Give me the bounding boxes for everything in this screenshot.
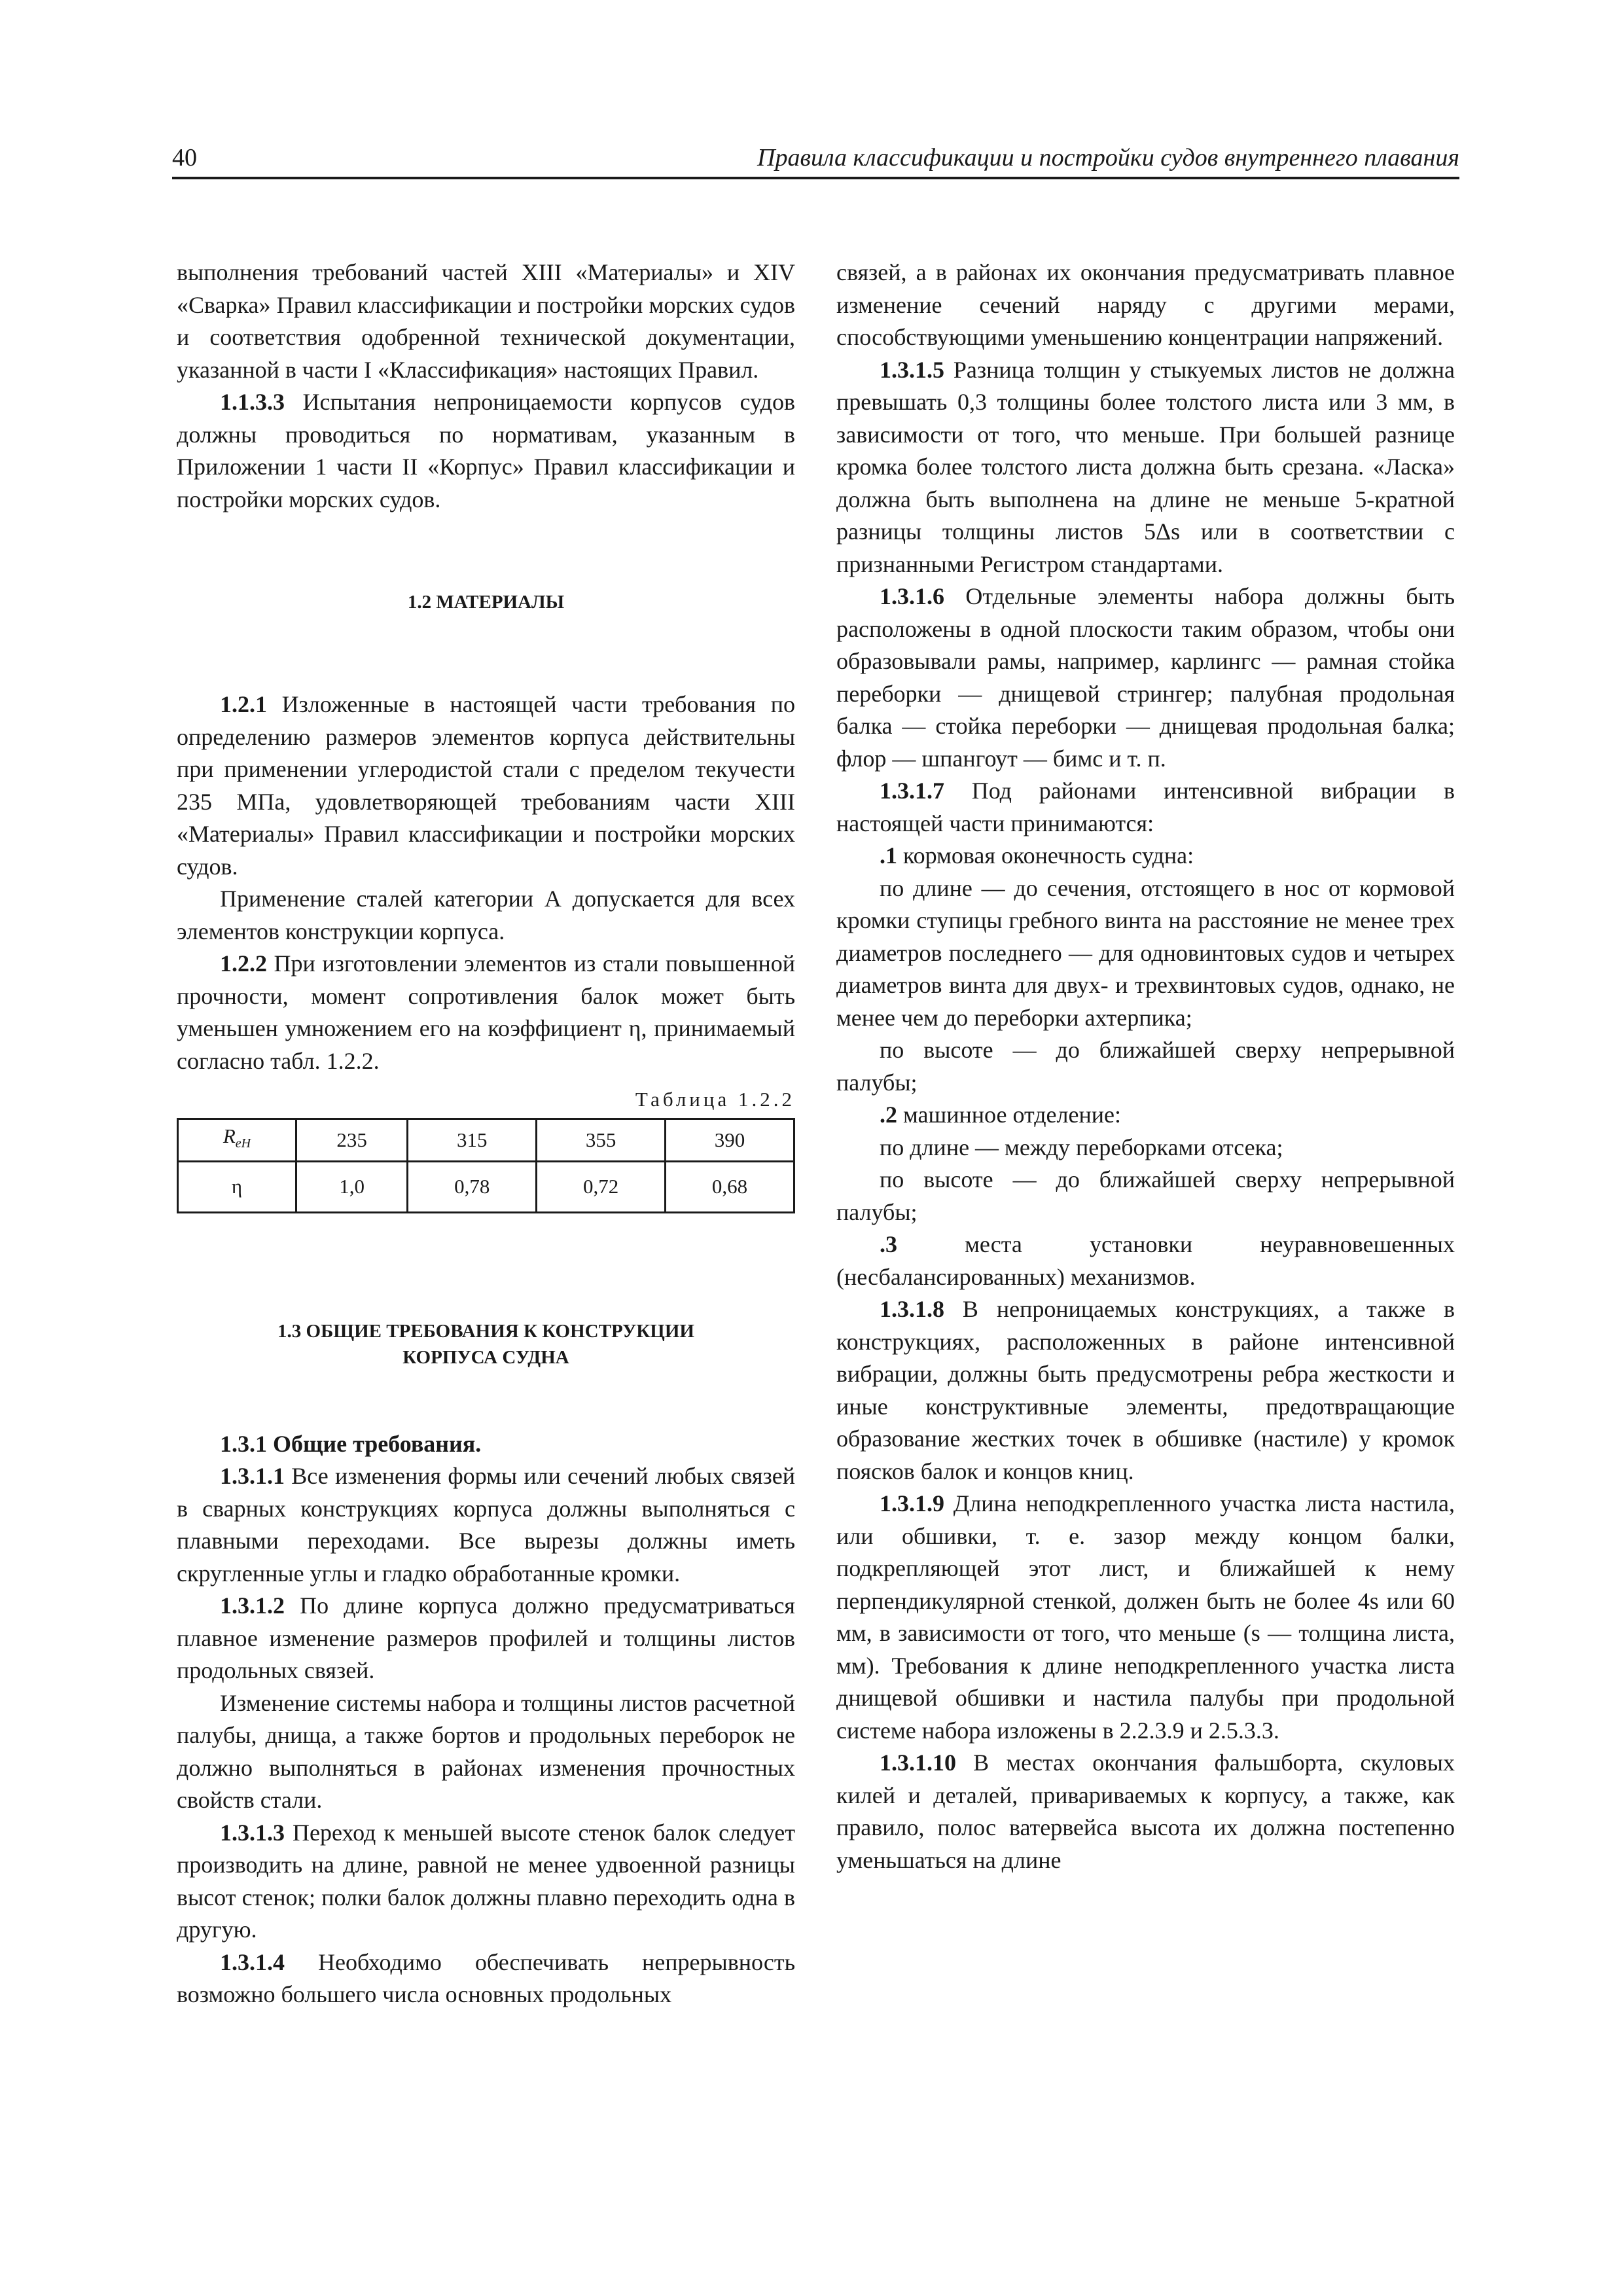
clause-number: 1.3.1.2 [220, 1592, 285, 1619]
clause-text: Испытания непроницаемости корпусов судов должны проводиться по нормативам, указанным в Приложении 1 части II «Корпус» Правил классификации и постройки морских судов. [177, 389, 795, 512]
table-row [178, 1161, 794, 1212]
clause-text: В непроницаемых конструкциях, а также в конструкциях, расположенных в районе интенсивной вибрации, должны быть предусмотрены ребра жесткости и иные конструктивные элементы, предотвращающие образование жестких точек в обшивке (настиле) у кромок поясков балок и концов книц. [836, 1296, 1455, 1484]
table-cell: 0,68 [666, 1161, 794, 1212]
list-item-3: .3 места установки неуравновешенных (несбалансированных) механизмов. [836, 1231, 1455, 1290]
clause-text: Переход к меньшей высоте стенок балок следует производить на длине, равной не менее удвоенной разницы высот стенок; полки балок должны плавно переходить одна в другую. [177, 1819, 795, 1943]
clause-text: В местах окончания фальшборта, скуловых килей и деталей, привариваемых к корпусу, а также, как правило, полос ватервейса высота их должна постепенно уменьшаться на длине [836, 1749, 1455, 1873]
left-column [177, 257, 795, 2011]
paragraph-1-3-1-3 [177, 1817, 795, 1946]
list-item-1-a: по длине — до сечения, отстоящего в нос от кормовой кромки ступицы гребного винта на расстояние не менее трех диаметров последнего — для одновинтовых судов и четырех диаметров винта для двух- и трехвинтовых судов, однако, не менее чем до переборки ахтерпика; [836, 874, 1455, 1031]
clause-text: Длина неподкрепленного участка листа настила, или обшивки, т. е. зазор между концом балки, подкрепляющей этот лист, и ближайшей к нему перпендикулярной стенкой, должен быть не более 4s или 60 мм, в зависимости от того, что меньше (s — толщина листа, мм). Требования к длине неподкрепленного участка листа днищевой обшивки и настила палубы при продольной системе набора изложены в 2.2.3.9 и 2.5.3.3. [836, 1490, 1455, 1744]
paragraph-1-3-1-2-b: Изменение системы набора и толщины листов расчетной палубы, днища, а также бортов и продольных переборок не должно выполняться в районах изменения прочностных свойств стали. [177, 1689, 795, 1814]
clause-text: Изложенные в настоящей части требования по определению размеров элементов корпуса действительны при применении углеродистой стали с пределом текучести 235 МПа, удовлетворяющей требованиям части XIII «Материалы» Правил классификации и постройки морских судов. [177, 691, 795, 880]
paragraph-1-2-1-b: Применение сталей категории А допускается для всех элементов конструкции корпуса. [177, 886, 795, 944]
section-heading-1-3: 1.3 ОБЩИЕ ТРЕБОВАНИЯ К КОНСТРУКЦИИ КОРПУСА СУДНА [277, 1320, 694, 1368]
table-cell: 315 [408, 1119, 537, 1162]
paragraph-1-3-1-7 [836, 775, 1455, 840]
clause-number: 1.3.1.4 [220, 1948, 285, 1975]
table-cell: 0,78 [408, 1161, 537, 1212]
section-heading-1-2: 1.2 МАТЕРИАЛЫ [407, 592, 565, 613]
paragraph-1-3-1-1 [177, 1460, 795, 1590]
paragraph-intro: выполнения требований частей XIII «Материалы» и XIV «Сварка» Правил классификации и постройки морских судов и соответствия одобренной технической документации, указанной в части I «Классификация» настоящих Правил. [177, 259, 795, 383]
clause-number: 1.3.1.5 [880, 356, 944, 383]
clause-number: 1.3.1.6 [880, 583, 944, 609]
table-cell: 390 [666, 1119, 794, 1162]
table-cell: 0,72 [537, 1161, 666, 1212]
table-cell: 355 [537, 1119, 666, 1162]
clause-number: 1.3.1.3 [220, 1819, 285, 1846]
list-item-1-b: по высоте — до ближайшей сверху непрерывной палубы; [836, 1037, 1455, 1096]
paragraph-1-3-1-6 [836, 581, 1455, 775]
clause-text: Разница толщин у стыкуемых листов не должна превышать 0,3 толщины более толстого листа или 3 мм, в зависимости от того, что меньше. При большей разнице кромка более толстого листа должна быть срезана. «Ласка» должна быть выполнена на длине не меньше 5-кратной разницы толщины листов 5Δs или в соответствии с признанными Регистром стандартами. [836, 356, 1455, 577]
clause-number: 1.1.3.3 [220, 389, 285, 415]
subsection-heading-1-3-1: 1.3.1 Общие требования. [220, 1430, 482, 1457]
clause-number: 1.3.1.9 [880, 1490, 944, 1516]
page-number: 40 [172, 144, 197, 171]
list-item-2-b: по высоте — до ближайшей сверху непрерывной палубы; [836, 1166, 1455, 1225]
clause-number: 1.3.1.8 [880, 1296, 944, 1322]
clause-text: Под районами интенсивной вибрации в настоящей части принимаются: [836, 778, 1455, 836]
right-column [836, 257, 1455, 1876]
clause-text: По длине корпуса должно предусматриваться плавное изменение размеров профилей и толщины листов продольных связей. [177, 1592, 795, 1684]
paragraph-1-2-2 [177, 948, 795, 1077]
paragraph-1-3-1-10 [836, 1747, 1455, 1876]
table-cell: 235 [296, 1119, 408, 1162]
paragraph-1-3-1-4 [177, 1946, 795, 2011]
table-cell: 1,0 [296, 1161, 408, 1212]
clause-number: 1.3.1.7 [880, 778, 944, 804]
clause-text: Отдельные элементы набора должны быть расположены в одной плоскости таким образом, чтобы они образовывали рамы, например, карлингс — рамная стойка переборки — днищевой стрингер; палубная продольная балка — стойка переборки — днищевая продольная балка; флор — шпангоут — бимс и т. п. [836, 583, 1455, 772]
list-item-2: .2 машинное отделение: [880, 1102, 1121, 1128]
running-title: Правила классификации и постройки судов внутреннего плавания [757, 144, 1459, 171]
paragraph-1-3-1-2 [177, 1590, 795, 1687]
clause-text: Необходимо обеспечивать непрерывность возможно большего числа основных продольных [177, 1948, 795, 2008]
clause-number: 1.2.1 [220, 691, 267, 717]
clause-number: 1.3.1.1 [220, 1463, 285, 1490]
steel-coefficient-table [177, 1118, 795, 1213]
paragraph-continuation: связей, а в районах их окончания предусматривать плавное изменение сечений наряду с другими мерами, способствующими уменьшению концентрации напряжений. [836, 259, 1455, 350]
table-row [178, 1119, 794, 1162]
table-header-eta: η [178, 1161, 296, 1212]
list-item-1: .1 кормовая оконечность судна: [880, 842, 1194, 869]
paragraph-1-3-1-9 [836, 1488, 1455, 1747]
paragraph-1-3-1-5 [836, 354, 1455, 581]
header-rule [172, 177, 1459, 179]
clause-text: Все изменения формы или сечений любых связей в сварных конструкциях корпуса должны выполняться с плавными переходами. Все вырезы должны иметь скругленные углы и гладко обработанные кромки. [177, 1463, 795, 1587]
table-caption: Таблица 1.2.2 [635, 1088, 795, 1111]
clause-number: 1.2.2 [220, 950, 267, 977]
list-item-2-a: по длине — между переборками отсека; [880, 1134, 1283, 1160]
paragraph-1-2-1 [177, 689, 795, 883]
paragraph-1-3-1-8 [836, 1293, 1455, 1488]
table-header-reh: $R_{eH}$ [178, 1119, 296, 1162]
paragraph-1-1-3-3 [177, 386, 795, 516]
clause-number: 1.3.1.10 [880, 1749, 956, 1776]
clause-text: При изготовлении элементов из стали повышенной прочности, момент сопротивления балок может быть уменьшен умножением его на коэффициент η, принимаемый согласно табл. 1.2.2. [177, 950, 795, 1074]
